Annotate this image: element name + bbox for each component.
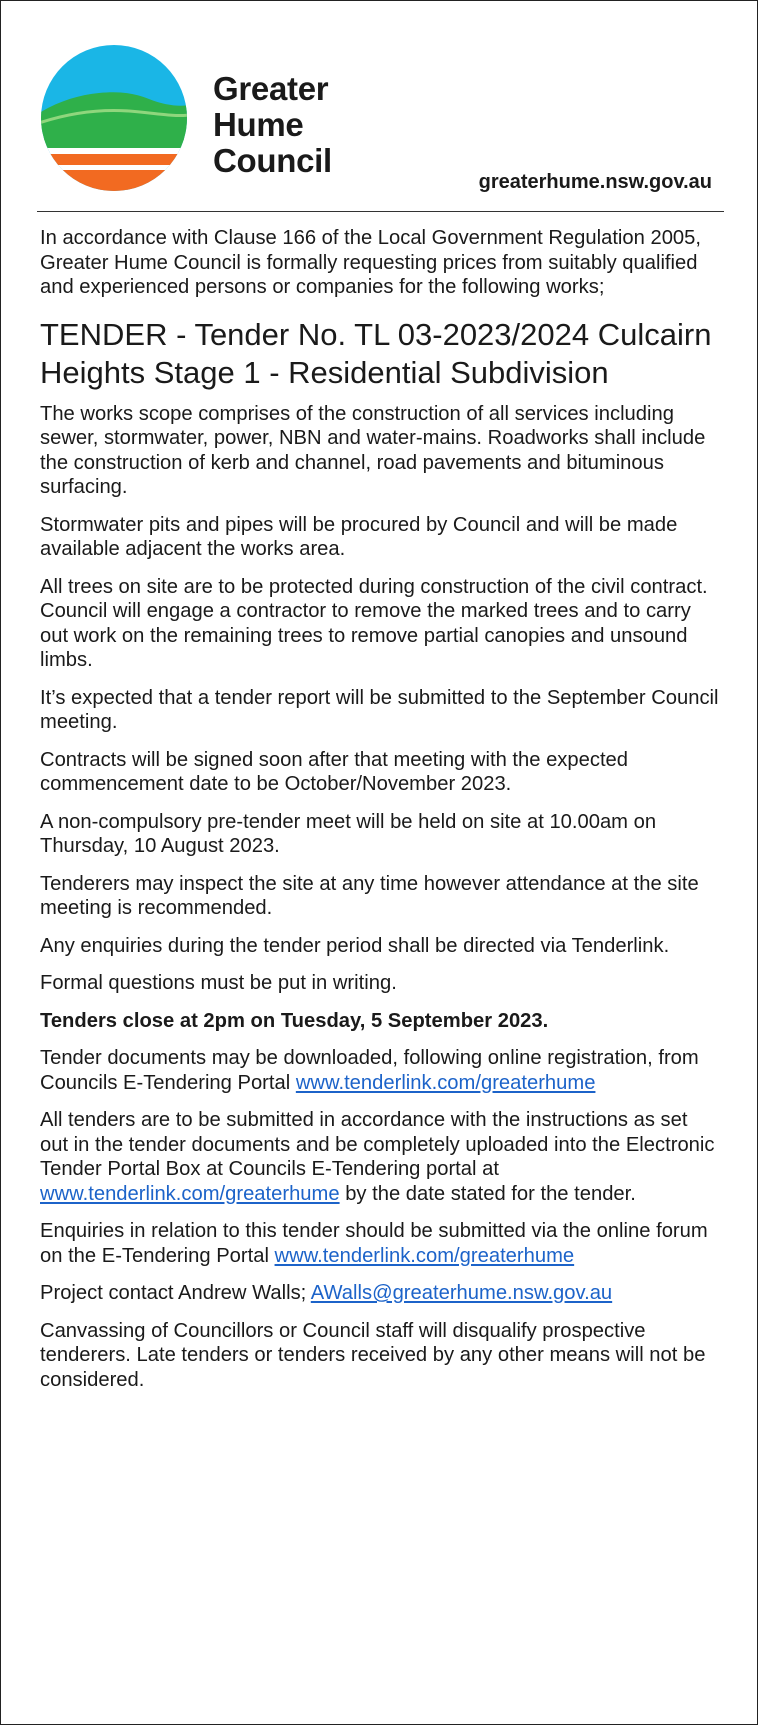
council-name-line-2: Hume xyxy=(213,106,304,143)
canvassing-paragraph: Canvassing of Councillors or Council staff will disqualify prospective tenderers. Late tenders or tenders received by any other means will not be considered. xyxy=(40,1319,706,1391)
scope-paragraph: The works scope comprises of the construction of all services including sewer, stormwater, power, NBN and water-mains. Roadworks shall include the construction of kerb and channel, road pavements and bituminous surfacing. xyxy=(40,402,706,498)
council-name-line-1: Greater xyxy=(213,70,329,107)
notice-header xyxy=(1,1,757,206)
report-paragraph: It’s expected that a tender report will be submitted to the September Council meeting. xyxy=(40,686,719,733)
trees-paragraph: All trees on site are to be protected during construction of the civil contract. Council will engage a contractor to remove the marked trees and to carry out work on the remaining trees to remove partial canopies and unsound limbs. xyxy=(40,575,708,671)
documents-text: Tender documents may be downloaded, following online registration, from Councils E-Tendering Portal xyxy=(40,1047,699,1094)
tender-close-date: Tenders close at 2pm on Tuesday, 5 September 2023. xyxy=(40,1009,549,1032)
council-website: greaterhume.nsw.gov.au xyxy=(478,171,712,193)
logo-stripe-2 xyxy=(39,170,189,193)
enquiries-paragraph: Any enquiries during the tender period shall be directed via Tenderlink. xyxy=(40,934,670,957)
tenderlink-forum-link[interactable]: www.tenderlink.com/greaterhume xyxy=(274,1244,575,1267)
notice-body xyxy=(40,226,719,1405)
forum-paragraph xyxy=(40,1219,719,1268)
header-divider xyxy=(37,211,724,212)
council-name xyxy=(213,71,332,179)
submission-tail: by the date stated for the tender. xyxy=(339,1182,636,1205)
contact-text: Project contact Andrew Walls; xyxy=(40,1282,311,1304)
forum-text: Enquiries in relation to this tender should be submitted via the online forum on the E-Tendering Portal xyxy=(40,1220,708,1267)
documents-paragraph xyxy=(40,1046,719,1095)
tender-title: TENDER - Tender No. TL 03-2023/2024 Culcairn Heights Stage 1 - Residential Subdivision xyxy=(40,316,712,390)
intro-paragraph: In accordance with Clause 166 of the Local Government Regulation 2005, Greater Hume Council is formally requesting prices from suitably qualified and experienced persons or companies for the following works; xyxy=(40,227,701,298)
tenderlink-portal-link[interactable]: www.tenderlink.com/greaterhume xyxy=(295,1071,596,1094)
contact-email-link[interactable]: AWalls@greaterhume.nsw.gov.au xyxy=(310,1282,613,1304)
submission-paragraph xyxy=(40,1108,719,1206)
submission-text: All tenders are to be submitted in accordance with the instructions as set out in the tender documents and be completely uploaded into the Electronic Tender Portal Box at Councils E-Tendering portal at xyxy=(40,1109,715,1180)
contracts-paragraph: Contracts will be signed soon after that meeting with the expected commencement date to be October/November 2023. xyxy=(40,748,629,795)
meeting-paragraph: A non-compulsory pre-tender meet will be held on site at 10.00am on Thursday, 10 August 2023. xyxy=(40,810,657,857)
tenderlink-submission-link[interactable]: www.tenderlink.com/greaterhume xyxy=(40,1182,340,1205)
inspection-paragraph: Tenderers may inspect the site at any time however attendance at the site meeting is recommended. xyxy=(40,872,699,919)
logo-stripe-1 xyxy=(39,154,189,165)
contact-paragraph xyxy=(40,1281,719,1306)
hills-landscape-logo-icon xyxy=(39,43,189,193)
formal-questions-paragraph: Formal questions must be put in writing. xyxy=(40,972,397,994)
stormwater-paragraph: Stormwater pits and pipes will be procured by Council and will be made available adjacent the works area. xyxy=(40,513,678,560)
council-name-line-3: Council xyxy=(213,142,332,179)
